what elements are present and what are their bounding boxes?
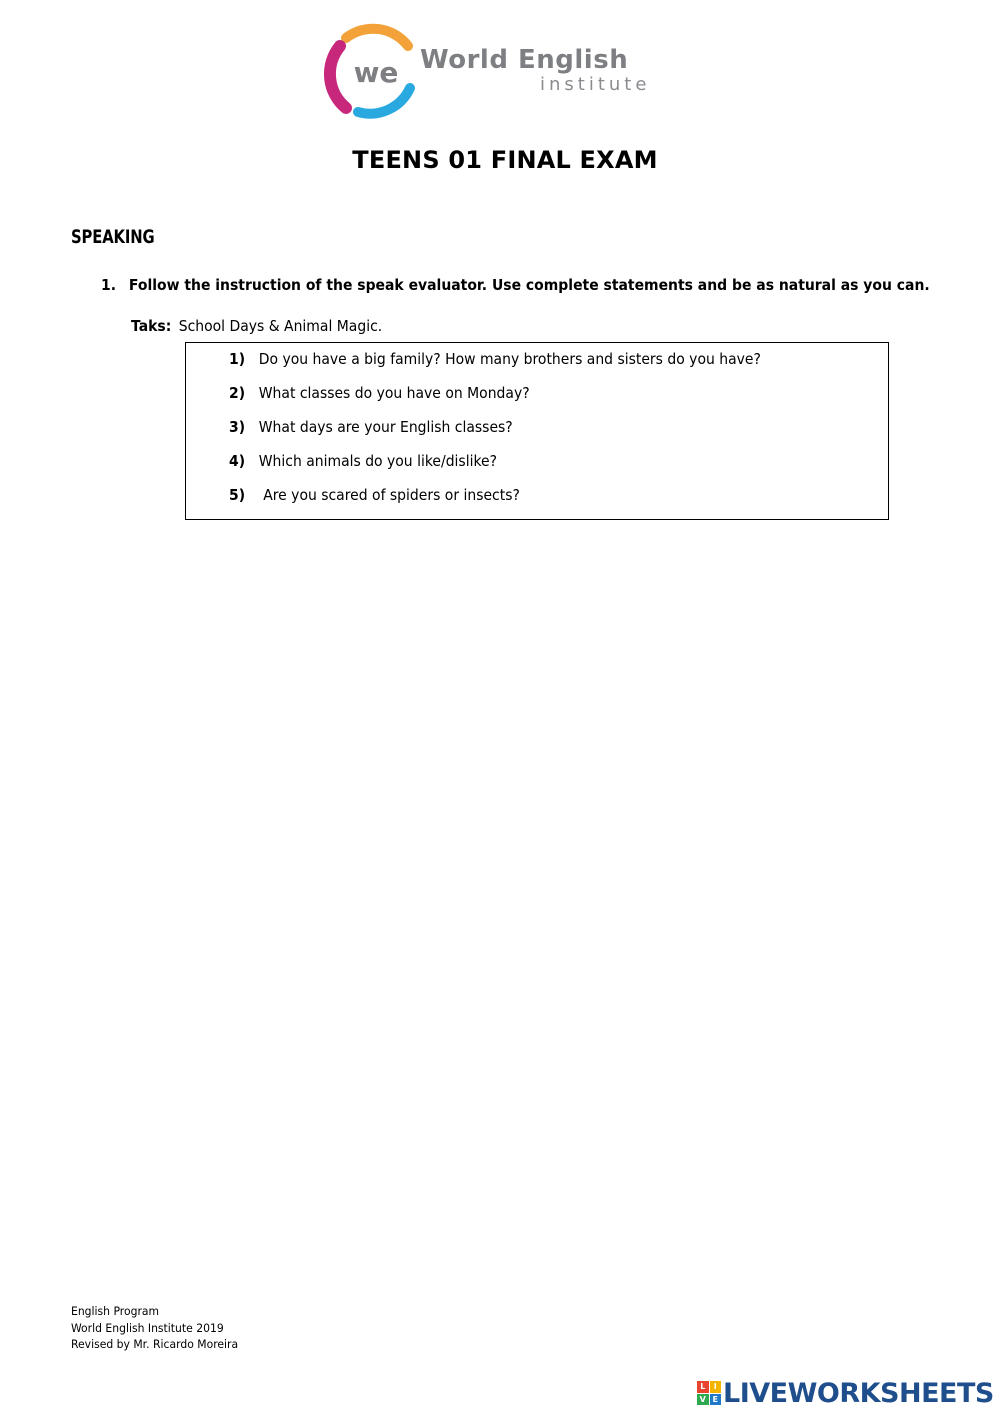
section-heading: SPEAKING	[71, 226, 155, 248]
logo-name-line1: World English	[420, 45, 629, 75]
logo-graphic	[318, 18, 678, 120]
questions-box	[185, 342, 889, 520]
list-item-text: Are you scared of spiders or insects?	[258, 486, 520, 504]
liveworksheets-icon	[697, 1381, 721, 1405]
list-item-number: 2)	[229, 384, 246, 402]
list-item-number: 5)	[229, 486, 246, 504]
question-text: Follow the instruction of the speak evaluator. Use complete statements and be as natural as you can.	[128, 276, 930, 294]
page-title: TEENS 01 FINAL EXAM	[352, 146, 658, 174]
brand-icon-letter: L	[697, 1381, 709, 1393]
list-item-text: Do you have a big family? How many brothers and sisters do you have?	[258, 350, 761, 368]
footer	[71, 1303, 238, 1353]
list-item-text: What days are your English classes?	[258, 418, 513, 436]
brand-icon-letter: V	[697, 1394, 709, 1406]
logo-arc-blue	[358, 88, 410, 114]
list-item-number: 3)	[229, 418, 246, 436]
logo-arc-orange	[346, 29, 408, 46]
brand-icon-letter: I	[710, 1381, 722, 1393]
list-item-text: Which animals do you like/dislike?	[258, 452, 498, 470]
logo-arc-magenta	[330, 46, 346, 108]
institute-logo	[318, 18, 678, 120]
brand-icon-letter: E	[710, 1394, 722, 1406]
footer-line-institute: World English Institute 2019	[71, 1320, 224, 1335]
question-1-instruction	[101, 276, 930, 294]
list-item	[229, 384, 530, 402]
liveworksheets-text: LIVEWORKSHEETS	[723, 1377, 994, 1409]
task-value: School Days & Animal Magic.	[178, 317, 383, 335]
list-item-text: What classes do you have on Monday?	[258, 384, 530, 402]
task-label: Taks:	[131, 317, 172, 335]
liveworksheets-brand[interactable]	[697, 1378, 994, 1408]
footer-line-program: English Program	[71, 1304, 160, 1318]
question-number: 1.	[101, 276, 117, 294]
list-item	[229, 350, 761, 368]
logo-mark-text: we	[353, 56, 399, 89]
list-item-number: 4)	[229, 452, 246, 470]
list-item	[229, 418, 513, 436]
footer-line-revised: Revised by Mr. Ricardo Moreira	[71, 1337, 239, 1351]
list-item	[229, 486, 520, 504]
logo-name-line2: institute	[540, 74, 651, 95]
list-item-number: 1)	[229, 350, 246, 368]
task-line	[131, 317, 382, 335]
list-item	[229, 452, 497, 470]
